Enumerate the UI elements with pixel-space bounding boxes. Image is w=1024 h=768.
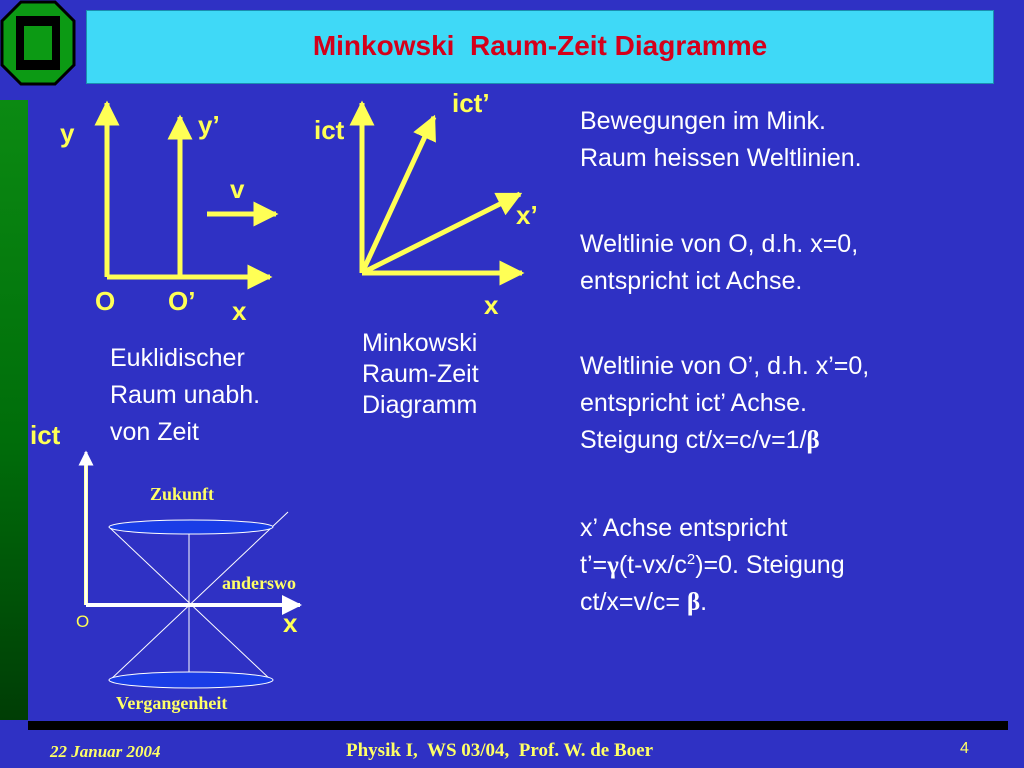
label-x: x <box>283 608 298 638</box>
minkowski-caption: Minkowski Raum-Zeit Diagramm <box>362 329 479 419</box>
label-elsewhere: anderswo <box>222 573 297 593</box>
past-ellipse <box>109 672 273 688</box>
label-x: x <box>484 290 499 320</box>
euclidean-diagram <box>107 103 276 277</box>
text-worldline-o-prime: Weltlinie von O’, d.h. x’=0, entspricht ict’ Achse. Steigung ct/x=c/v=1/β <box>580 352 870 454</box>
label-origin: O <box>95 286 116 316</box>
euclidean-caption: Euklidischer Raum unabh. von Zeit <box>110 344 261 446</box>
label-y: y <box>60 118 75 148</box>
slide-title: Minkowski Raum-Zeit Diagramme <box>312 30 768 61</box>
label-v: v <box>230 174 245 204</box>
label-ict: ict <box>314 115 345 145</box>
minkowski-diagram <box>362 103 522 273</box>
label-x: x <box>232 296 247 326</box>
page-number: 4 <box>960 740 969 757</box>
light-ray <box>109 512 288 681</box>
label-past: Vergangenheit <box>116 693 228 713</box>
label-future: Zukunft <box>150 484 215 504</box>
label-ict-prime: ict’ <box>452 88 490 118</box>
future-ellipse <box>109 520 273 534</box>
text-worldline-o: Weltlinie von O, d.h. x=0, entspricht ict Achse. <box>580 230 859 295</box>
text-x-prime-axis: x’ Achse entspricht $t’=\gamma(t-vx/c^2)=0$. Steigung ct/x=v/c= β. <box>580 514 845 616</box>
x-prime-axis <box>362 194 520 273</box>
label-ict: ict <box>30 420 61 450</box>
label-origin-prime: O’ <box>168 286 196 316</box>
label-y-prime: y’ <box>198 110 220 140</box>
footer-course: Physik I, WS 03/04, Prof. W. de Boer <box>346 740 654 761</box>
text-worldlines: Bewegungen im Mink. Raum heissen Weltlinien. <box>580 107 862 172</box>
label-origin: O <box>76 612 90 631</box>
footer-date: 22 Januar 2004 <box>50 742 161 761</box>
label-x-prime: x’ <box>516 200 538 230</box>
ict-prime-axis <box>362 117 434 273</box>
